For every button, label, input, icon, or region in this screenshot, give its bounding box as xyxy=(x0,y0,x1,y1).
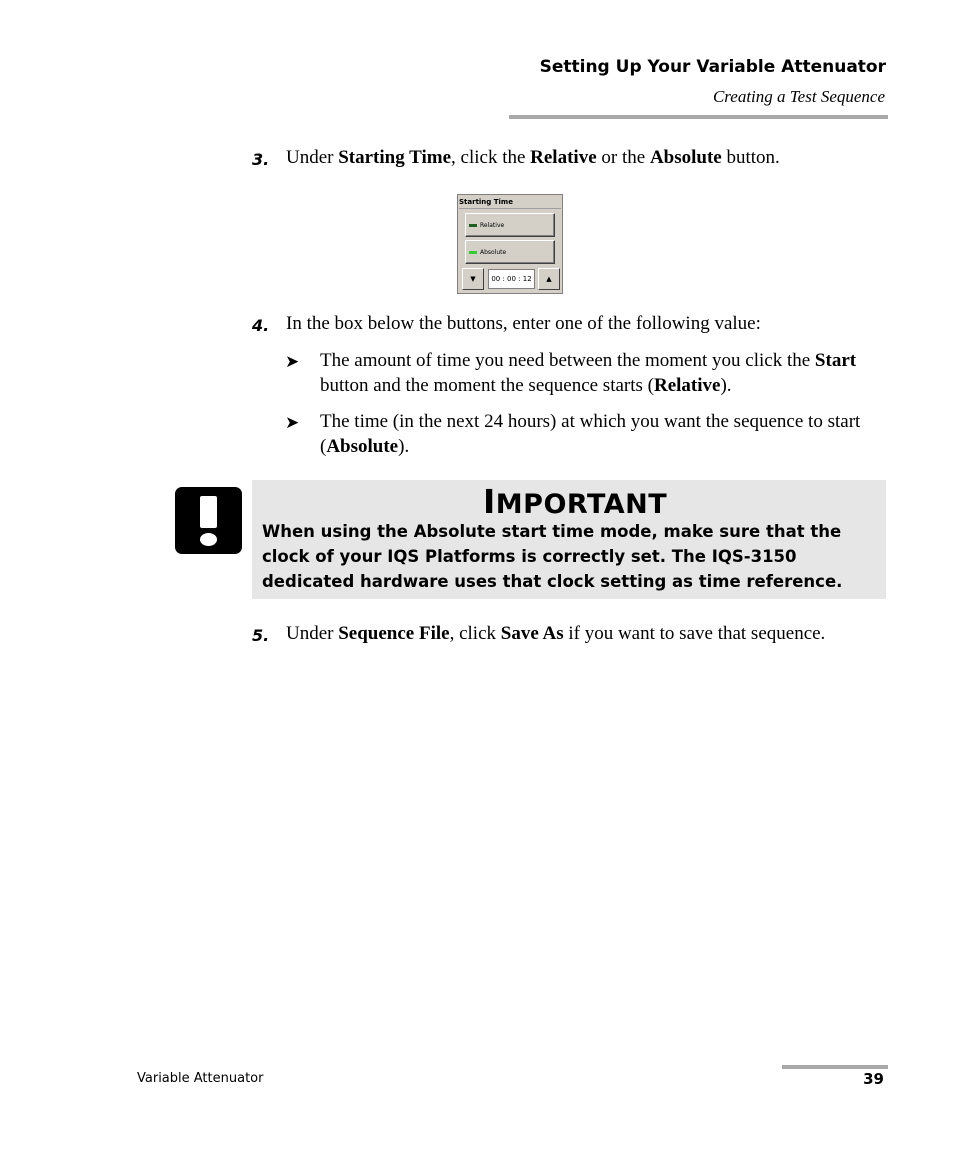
section-title: Creating a Test Sequence xyxy=(712,87,885,106)
absolute-label: Absolute xyxy=(480,249,507,256)
step-3-text: Under Starting Time, click the Relative or the Absolute button. xyxy=(286,147,780,168)
step-number-4: 4. xyxy=(252,316,270,335)
header-rule xyxy=(509,115,888,119)
important-title: IMPORTANT xyxy=(483,482,668,521)
chapter-title: Setting Up Your Variable Attenuator xyxy=(539,57,886,77)
decrement-button[interactable] xyxy=(462,268,484,290)
step-number-3: 3. xyxy=(252,150,270,169)
absolute-button[interactable] xyxy=(465,240,555,264)
panel-divider xyxy=(459,208,561,209)
footer-rule xyxy=(782,1065,888,1069)
important-box xyxy=(252,480,886,599)
starting-time-panel xyxy=(457,194,563,294)
footer-product: Variable Attenuator xyxy=(137,1071,264,1086)
bullet-relative-text: The amount of time you need between the moment you click the Start button and the moment the sequence starts (Relative). xyxy=(320,350,857,396)
arrow-bullet-icon: ➤ xyxy=(285,413,300,432)
relative-label: Relative xyxy=(480,222,505,229)
step-number-5: 5. xyxy=(252,626,270,645)
important-exclamation-icon xyxy=(175,487,242,554)
important-text: When using the Absolute start time mode, make sure that the clock of your IQS Platforms is correctly set. The IQS-3150 dedicated hardware uses that clock setting as time reference. xyxy=(262,522,843,591)
bullet-absolute-text: The time (in the next 24 hours) at which you want the sequence to start (Absolute). xyxy=(320,411,861,457)
time-input[interactable]: 00 : 00 : 12 xyxy=(488,269,535,289)
increment-button[interactable] xyxy=(538,268,560,290)
step-5-text: Under Sequence File, click Save As if you want to save that sequence. xyxy=(286,623,826,644)
arrow-up-icon: ▲ xyxy=(546,275,552,283)
step-4-text: In the box below the buttons, enter one of the following value: xyxy=(286,313,761,334)
relative-button[interactable] xyxy=(465,213,555,237)
absolute-led-icon xyxy=(469,251,477,254)
arrow-bullet-icon: ➤ xyxy=(285,352,300,371)
page-number: 39 xyxy=(863,1070,884,1088)
arrow-down-icon: ▼ xyxy=(470,275,476,283)
relative-led-icon xyxy=(469,224,477,227)
starting-time-title: Starting Time xyxy=(459,198,513,206)
